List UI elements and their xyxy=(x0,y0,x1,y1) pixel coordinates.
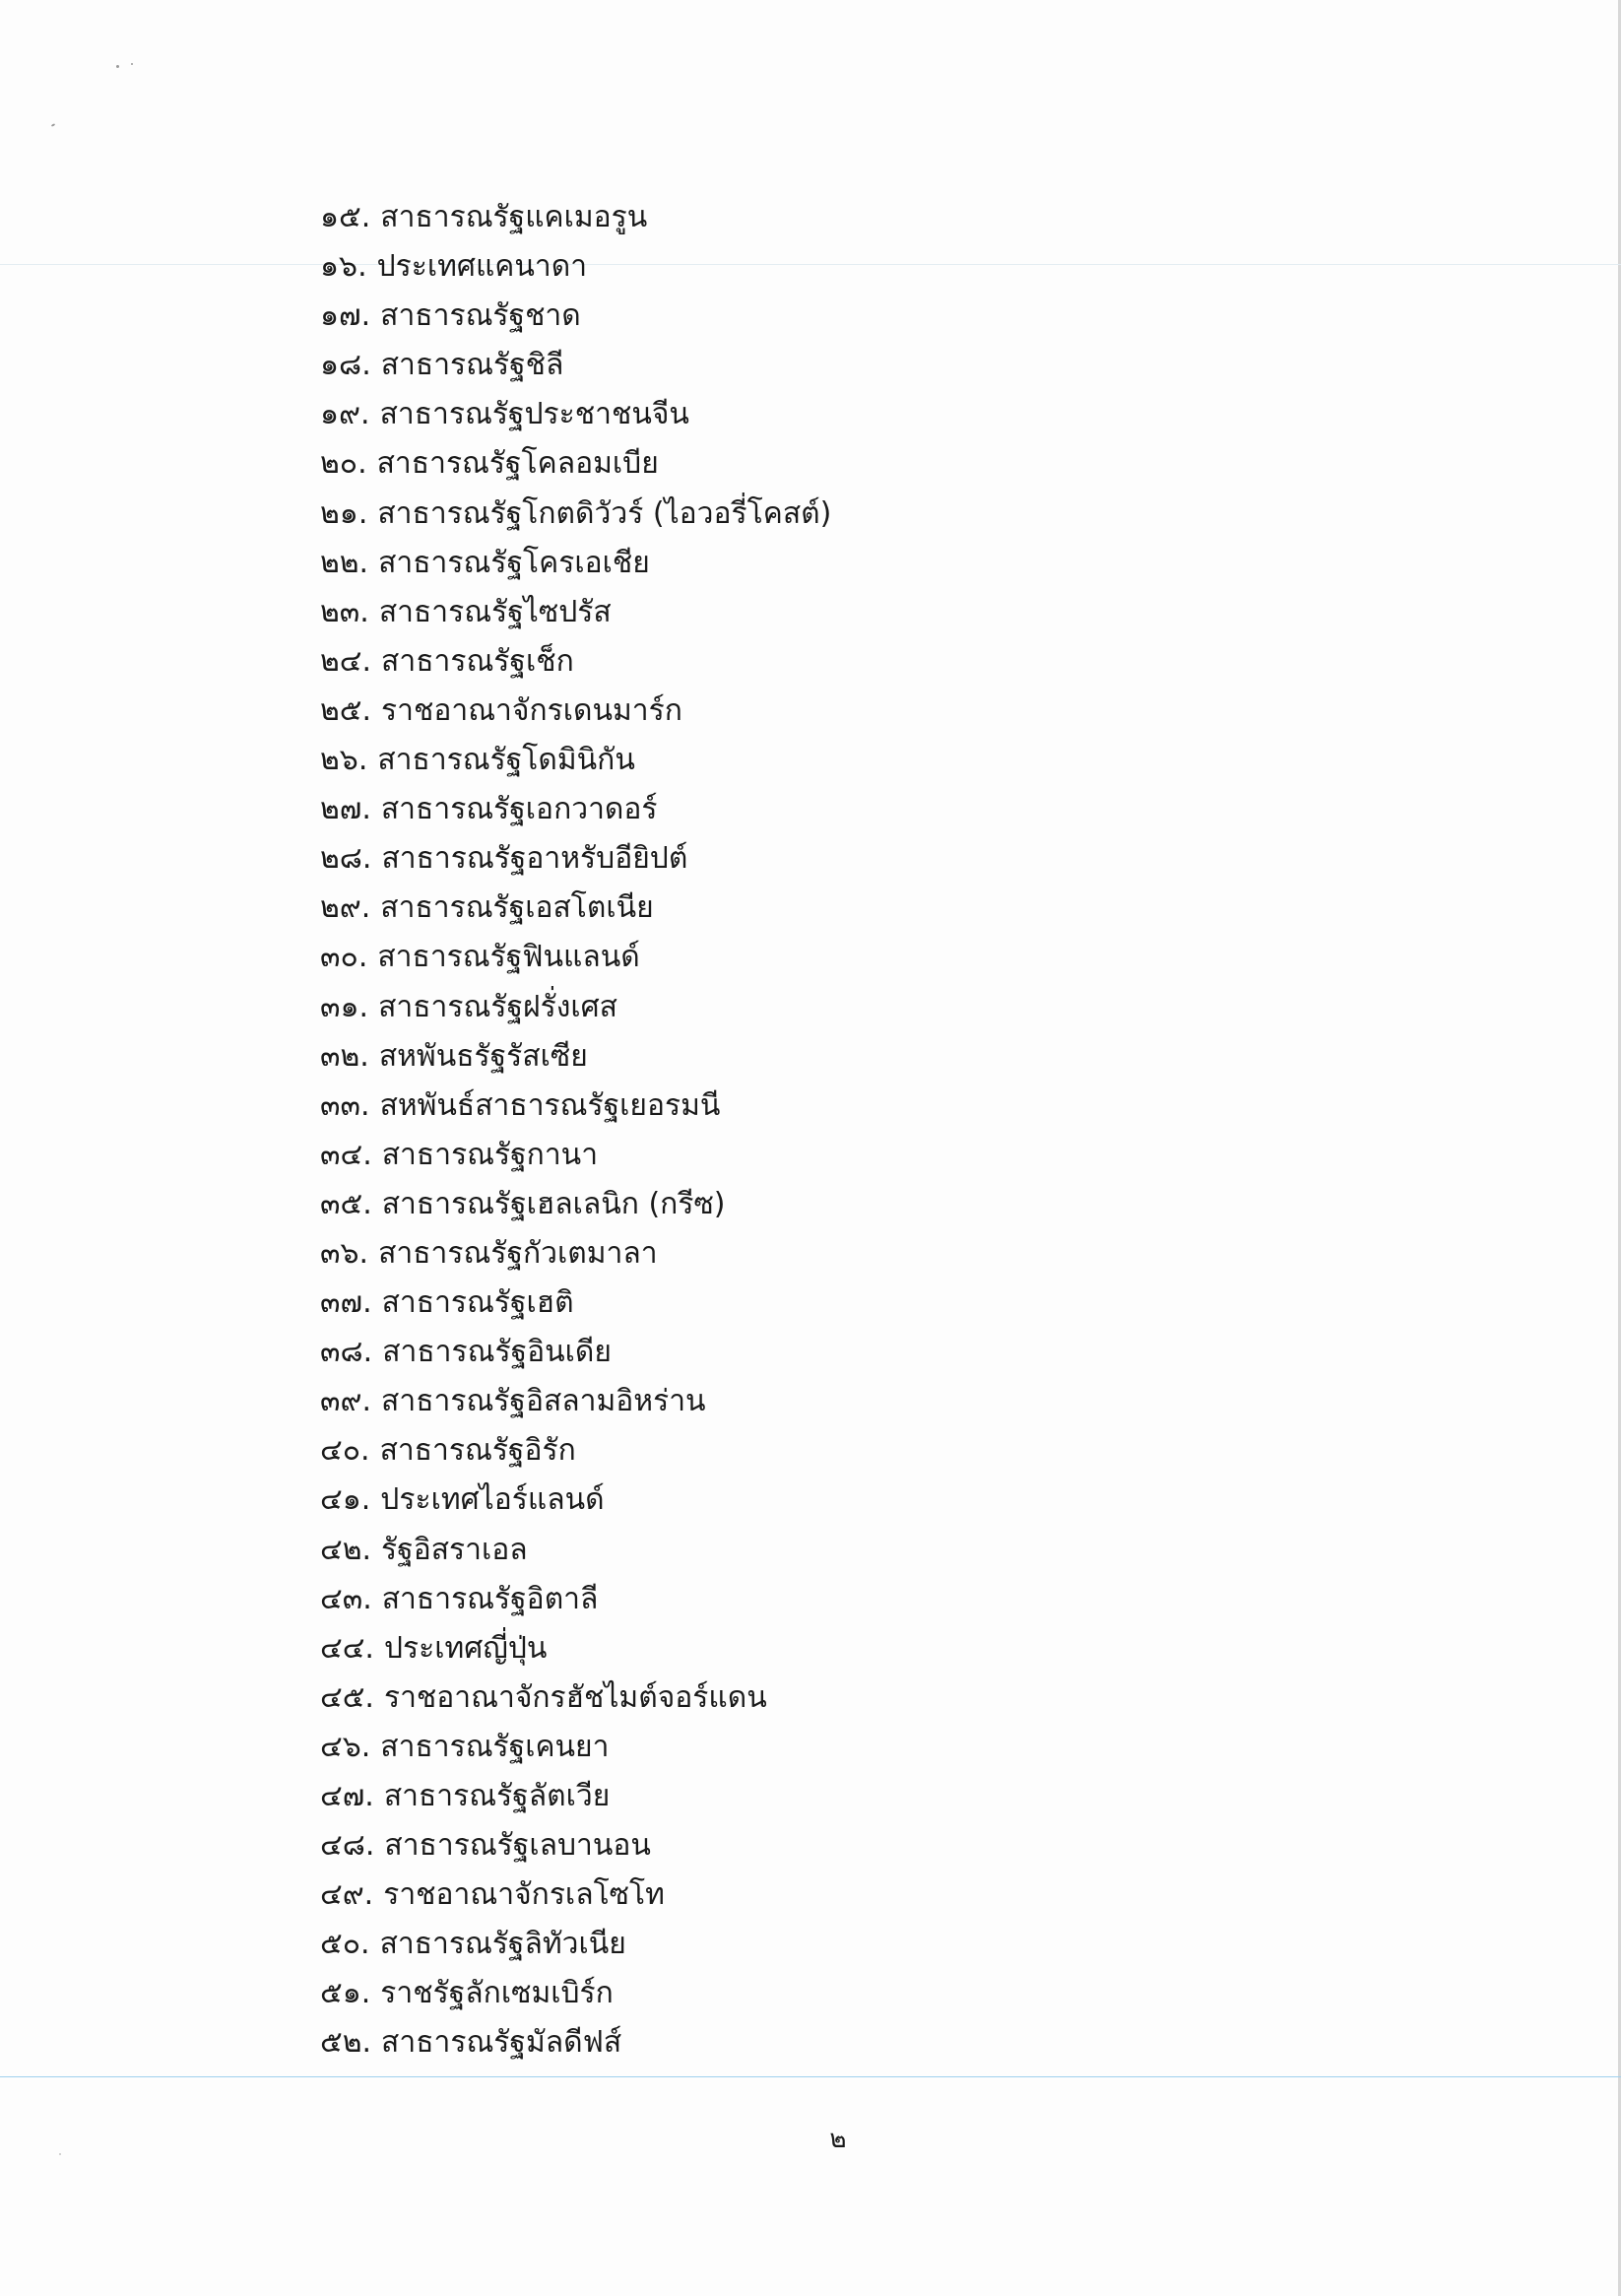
list-item xyxy=(320,736,1206,785)
country-name: ประเทศไอร์แลนด์ xyxy=(380,1482,605,1518)
country-name: สาธารณรัฐเอกวาดอร์ xyxy=(380,792,658,827)
list-item xyxy=(320,1426,1206,1476)
item-number: ๑๗. xyxy=(320,298,371,334)
scan-artifact-line xyxy=(0,2076,1621,2077)
country-name: สาธารณรัฐชาด xyxy=(380,298,581,334)
item-number: ๔๓. xyxy=(320,1581,372,1616)
country-name: สาธารณรัฐมัลดีฟส์ xyxy=(381,2025,622,2061)
country-name: สาธารณรัฐอิรัก xyxy=(379,1433,576,1469)
item-number: ๒๙. xyxy=(320,890,371,926)
list-item xyxy=(320,539,1206,588)
country-name: สาธารณรัฐกัวเตมาลา xyxy=(378,1235,658,1271)
scan-speck xyxy=(131,63,133,65)
list-item xyxy=(320,1180,1206,1229)
item-number: ๔๗. xyxy=(320,1779,374,1813)
item-number: ๒๑. xyxy=(320,495,368,531)
country-name: สาธารณรัฐกานา xyxy=(381,1137,599,1172)
country-name: ราชอาณาจักรเดนมาร์ก xyxy=(381,692,682,728)
list-item xyxy=(320,1328,1206,1377)
list-item xyxy=(320,341,1206,390)
country-name: สาธารณรัฐลัตเวีย xyxy=(383,1779,611,1813)
list-item xyxy=(320,1526,1206,1575)
country-name: สาธารณรัฐอาหรับอียิปต์ xyxy=(381,841,688,877)
item-number: ๓๐. xyxy=(320,940,368,975)
list-item xyxy=(320,1723,1206,1772)
country-name: สาธารณรัฐเลบานอน xyxy=(384,1828,651,1864)
item-number: ๔๙. xyxy=(320,1877,374,1913)
item-number: ๕๑. xyxy=(320,1976,371,2011)
list-item xyxy=(320,1821,1206,1870)
country-name: ราชอาณาจักรเลโซโท xyxy=(383,1877,665,1913)
list-item xyxy=(320,2018,1206,2067)
item-number: ๒๔. xyxy=(320,643,372,679)
item-number: ๒๕. xyxy=(320,692,372,728)
list-item xyxy=(320,490,1206,539)
page-number: ๒ xyxy=(829,2125,847,2154)
country-name: รัฐอิสราเอล xyxy=(381,1532,528,1567)
list-item xyxy=(320,785,1206,834)
item-number: ๔๒. xyxy=(320,1532,372,1567)
country-name: สาธารณรัฐเคนยา xyxy=(380,1729,610,1764)
item-number: ๓๖. xyxy=(320,1235,369,1271)
list-item xyxy=(320,1131,1206,1180)
list-item xyxy=(320,1772,1206,1821)
item-number: ๓๑. xyxy=(320,989,369,1024)
list-item xyxy=(320,687,1206,736)
country-name: สหพันธ์สาธารณรัฐเยอรมนี xyxy=(379,1087,721,1123)
country-name: สาธารณรัฐอิสลามอิหร่าน xyxy=(381,1384,706,1419)
item-number: ๑๘. xyxy=(320,348,371,383)
country-name: สาธารณรัฐเช็ก xyxy=(381,643,574,679)
item-number: ๒๓. xyxy=(320,594,369,629)
list-item xyxy=(320,1920,1206,1969)
country-name: สาธารณรัฐฝรั่งเศส xyxy=(378,989,617,1024)
item-number: ๓๙. xyxy=(320,1384,372,1419)
country-name: สาธารณรัฐโดมินิกัน xyxy=(377,743,635,778)
country-name: สาธารณรัฐฟินแลนด์ xyxy=(377,940,640,975)
item-number: ๓๔. xyxy=(320,1137,372,1172)
country-list xyxy=(320,193,1206,2068)
country-name: สาธารณรัฐชิลี xyxy=(380,348,564,383)
country-name: สาธารณรัฐเฮติ xyxy=(381,1285,574,1321)
country-name: สาธารณรัฐลิทัวเนีย xyxy=(379,1927,626,1962)
country-name: สาธารณรัฐเอสโตเนีย xyxy=(380,890,654,926)
list-item xyxy=(320,1082,1206,1131)
item-number: ๓๒. xyxy=(320,1038,369,1074)
country-name: สาธารณรัฐไซปรัส xyxy=(378,594,612,629)
item-number: ๓๕. xyxy=(320,1186,372,1221)
list-item xyxy=(320,1279,1206,1328)
item-number: ๑๖. xyxy=(320,249,367,285)
list-item xyxy=(320,1624,1206,1673)
country-name: ประเทศญี่ปุ่น xyxy=(383,1630,548,1666)
list-item xyxy=(320,242,1206,292)
scan-speck xyxy=(59,2153,61,2155)
item-number: ๓๗. xyxy=(320,1285,372,1321)
country-name: สาธารณรัฐโครเอเชีย xyxy=(378,545,650,580)
item-number: ๕๐. xyxy=(320,1927,370,1962)
list-item xyxy=(320,588,1206,637)
list-item xyxy=(320,1377,1206,1426)
item-number: ๔๘. xyxy=(320,1828,375,1864)
list-item xyxy=(320,1969,1206,2018)
item-number: ๒๘. xyxy=(320,841,372,877)
list-item xyxy=(320,1575,1206,1624)
list-item xyxy=(320,193,1206,242)
country-name: ราชอาณาจักรฮัชไมต์จอร์แดน xyxy=(383,1679,767,1715)
list-item xyxy=(320,1229,1206,1279)
item-number: ๕๒. xyxy=(320,2025,372,2061)
item-number: ๒๐. xyxy=(320,446,367,482)
list-item xyxy=(320,1673,1206,1723)
item-number: ๒๒. xyxy=(320,545,369,580)
country-name: สาธารณรัฐโกตดิวัวร์ (ไอวอรี่โคสต์) xyxy=(377,495,832,531)
item-number: ๑๙. xyxy=(320,397,370,432)
item-number: ๔๔. xyxy=(320,1630,374,1666)
country-name: ประเทศแคนาดา xyxy=(376,249,588,285)
list-item xyxy=(320,834,1206,884)
item-number: ๔๑. xyxy=(320,1482,371,1518)
list-item xyxy=(320,390,1206,439)
item-number: ๓๓. xyxy=(320,1087,370,1123)
scan-speck xyxy=(116,65,119,68)
list-item xyxy=(320,292,1206,341)
list-item xyxy=(320,1476,1206,1525)
list-item xyxy=(320,1870,1206,1920)
scan-speck xyxy=(51,123,55,127)
item-number: ๔๐. xyxy=(320,1433,370,1469)
country-name: สหพันธรัฐรัสเซีย xyxy=(378,1038,588,1074)
item-number: ๔๕. xyxy=(320,1679,374,1715)
item-number: ๓๘. xyxy=(320,1335,373,1370)
country-name: สาธารณรัฐเฮลเลนิก (กรีซ) xyxy=(381,1186,726,1221)
list-item xyxy=(320,884,1206,933)
country-name: สาธารณรัฐแคเมอรูน xyxy=(380,200,648,234)
list-item xyxy=(320,1032,1206,1082)
country-name: ราชรัฐลักเซมเบิร์ก xyxy=(380,1976,614,2011)
item-number: ๒๗. xyxy=(320,792,371,827)
list-item xyxy=(320,439,1206,489)
item-number: ๑๕. xyxy=(320,200,371,234)
list-item xyxy=(320,637,1206,687)
country-name: สาธารณรัฐอินเดีย xyxy=(382,1335,612,1370)
country-name: สาธารณรัฐประชาชนจีน xyxy=(379,397,689,432)
list-item xyxy=(320,933,1206,982)
list-item xyxy=(320,983,1206,1032)
country-name: สาธารณรัฐโคลอมเบีย xyxy=(376,446,659,482)
country-name: สาธารณรัฐอิตาลี xyxy=(381,1581,599,1616)
item-number: ๔๖. xyxy=(320,1729,371,1764)
item-number: ๒๖. xyxy=(320,743,368,778)
